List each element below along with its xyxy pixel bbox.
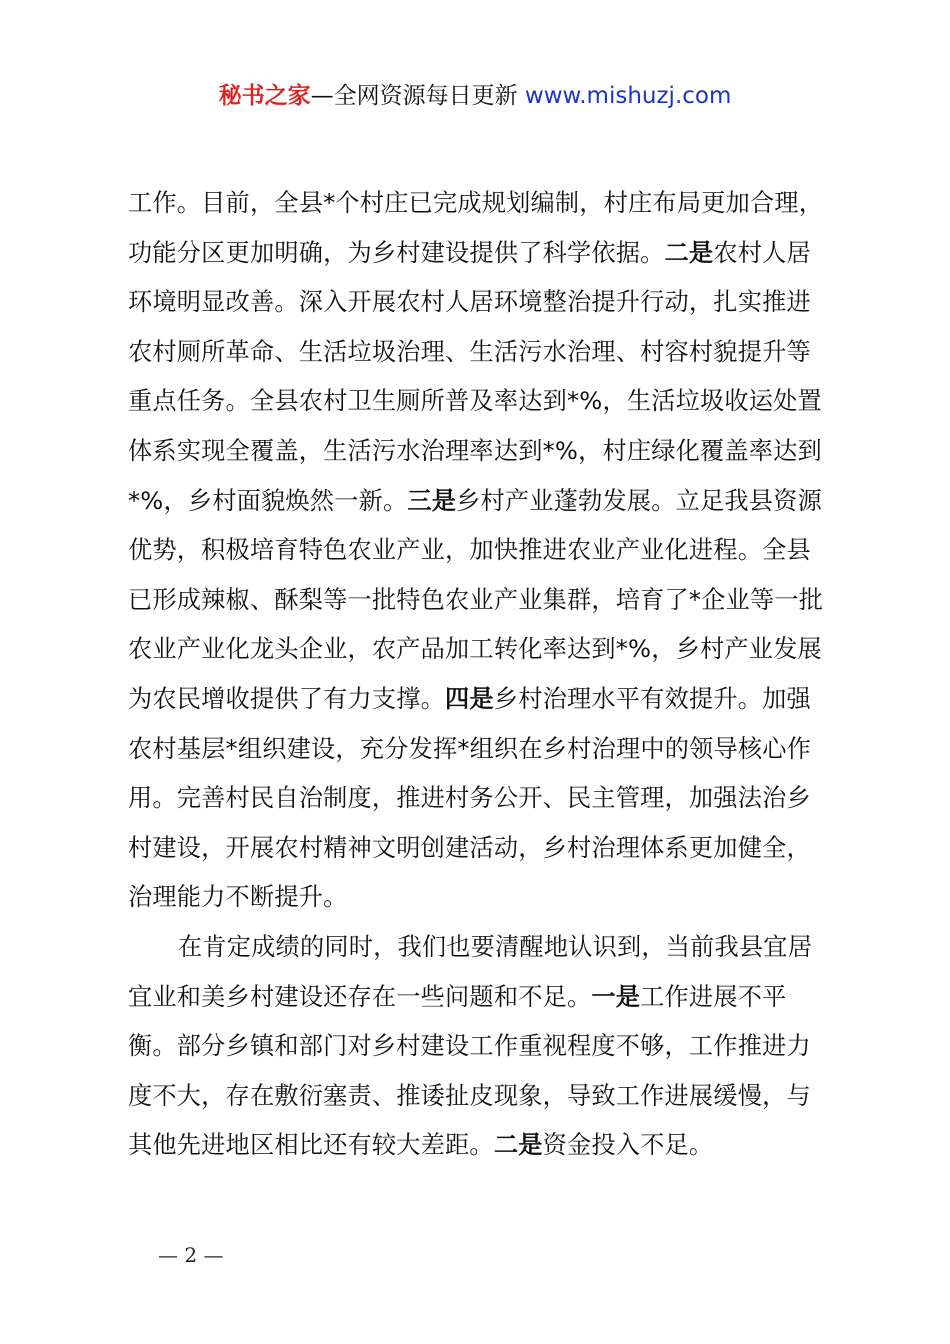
bold-marker: 二是 — [493, 1131, 543, 1160]
text-run: 在肯定成绩的同时，我们也要清醒地认识到，当前我县宜居宜业和美乡村建设还存在一些问题和不足。 — [128, 932, 813, 1011]
paragraph-achievements — [128, 179, 833, 923]
text-run: 农村人居环境明显改善。深入开展农村人居环境整治提升行动，扎实推进农村厕所革命、生活垃圾治理、生活污水治理、村容村貌提升等重点任务。全县农村卫生厕所普及率达到*%，生活垃圾收运处置体系实现全覆盖，生活污水治理率达到*%，村庄绿化覆盖率达到*%，乡村面貌焕然一新。 — [128, 238, 822, 515]
text-run: 乡村治理水平有效提升。加强农村基层*组织建设，充分发挥*组织在乡村治理中的领导核心作用。完善村民自治制度，推进村务公开、民主管理，加强法治乡村建设，开展农村精神文明创建活动，乡村治理体系更加健全，治理能力不断提升。 — [128, 684, 812, 912]
text-run: 乡村产业蓬勃发展。立足我县资源优势，积极培育特色农业产业，加快推进农业产业化进程。全县已形成辣椒、酥梨等一批特色农业产业集群，培育了*企业等一批农业产业化龙头企业，农产品加工转化率达到*%，乡村产业发展为农民增收提供了有力支撑。 — [128, 486, 824, 713]
site-header — [0, 78, 950, 114]
brand-name: 秘书之家 — [218, 83, 311, 109]
site-url-link[interactable]: www.mishuzj.com — [524, 83, 732, 109]
page-number: — 2 — — [158, 1243, 224, 1267]
bold-marker: 四是 — [445, 684, 494, 713]
text-run: 工作进展不平衡。部分乡镇和部门对乡村建设工作重视程度不够，工作推进力度不大，存在敷衍塞责、推诿扯皮现象，导致工作进展缓慢，与其他先进地区相比还有较大差距。 — [128, 982, 811, 1160]
header-tagline: —全网资源每日更新 — [310, 83, 525, 109]
bold-marker: 三是 — [407, 486, 457, 515]
paragraph-problems — [128, 923, 833, 1171]
bold-marker: 一是 — [591, 982, 641, 1011]
document-body — [128, 179, 833, 1171]
text-run: 资金投入不足。 — [542, 1131, 714, 1160]
bold-marker: 二是 — [664, 238, 714, 267]
text-run: 工作。目前，全县*个村庄已完成规划编制，村庄布局更加合理，功能分区更加明确，为乡村建设提供了科学依据。 — [128, 189, 824, 267]
